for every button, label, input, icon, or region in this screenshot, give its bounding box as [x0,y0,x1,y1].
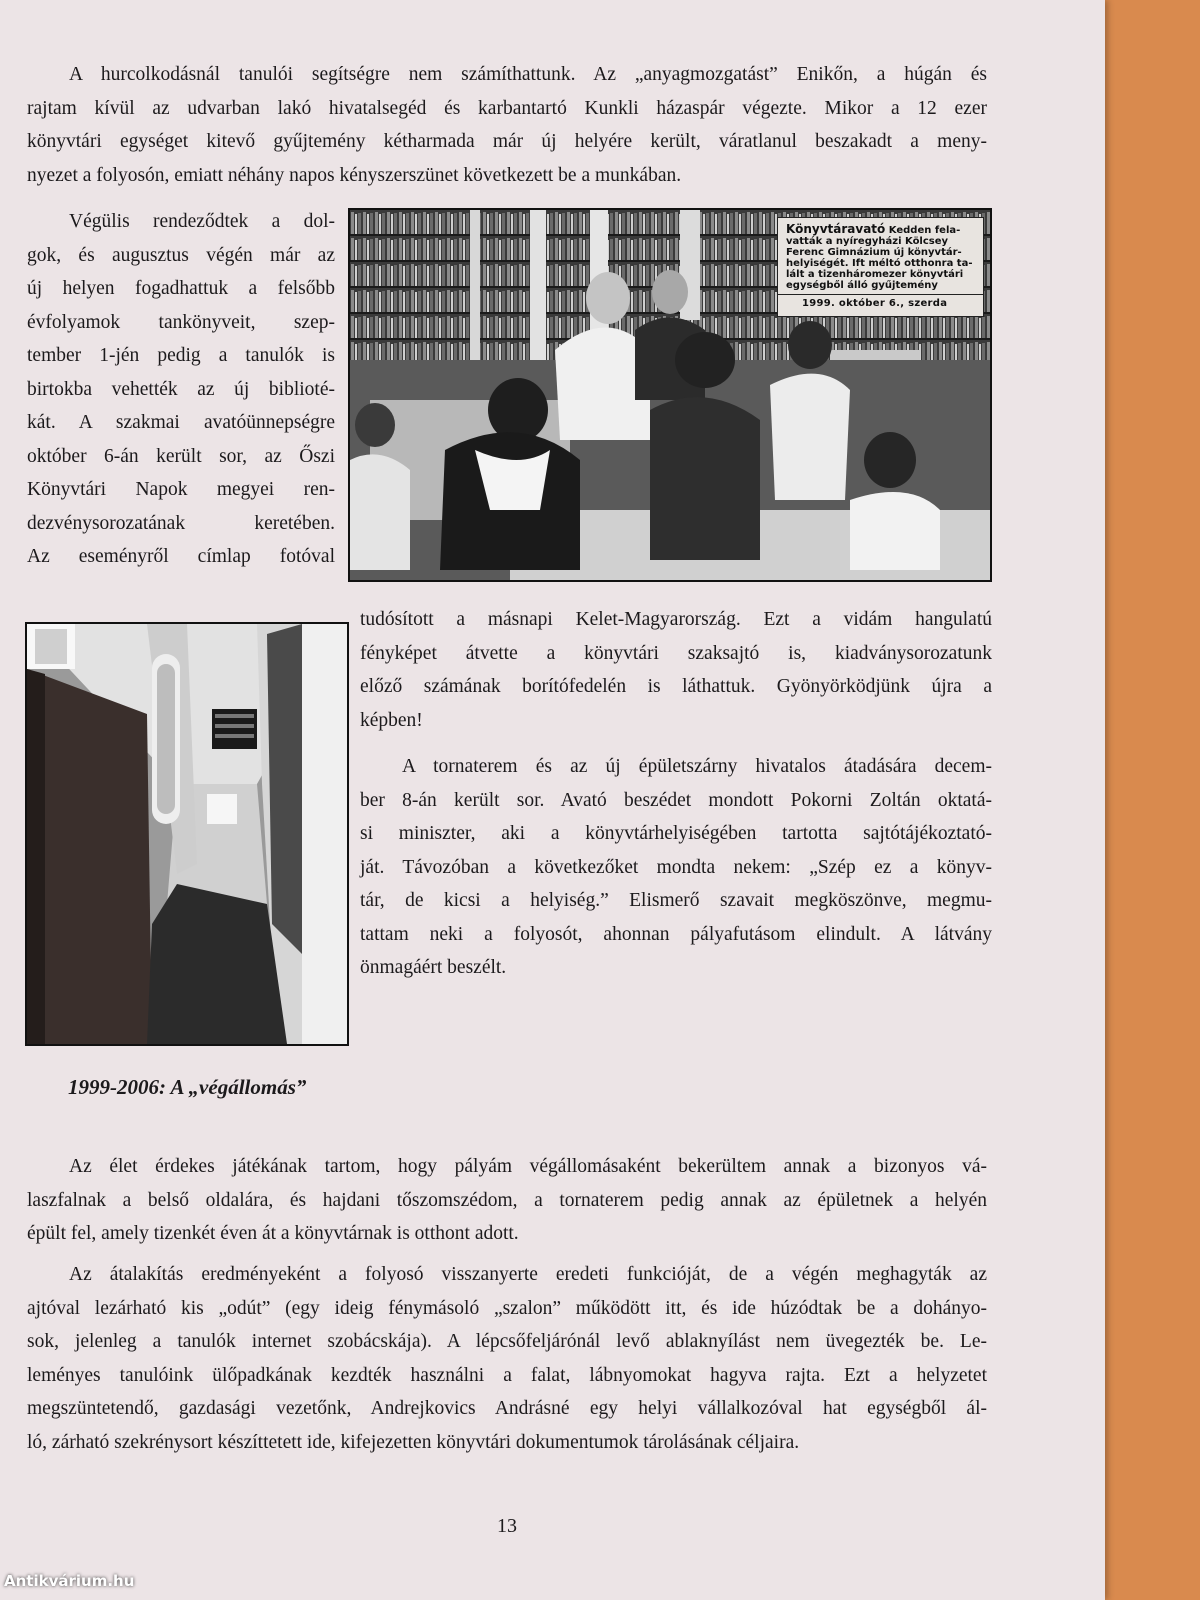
text-line: tár, de kicsi a helyiség.” Elismerő szavait megköszönve, megmu- [360,890,992,911]
text-line: Az eseményről címlap fotóval [27,546,335,567]
text-line: dezvénysorozatának keretében. [27,512,335,534]
text-line: sok, jelenleg a tanulók internet szobácskája). A lépcsőfeljárónál levő ablaknyílást nem üvegezték be. Le- [27,1331,987,1352]
text-line: kát. A szakmai avatóünnepségre [27,412,335,433]
text-line: fényképet átvette a könyvtári szaksajtó is, kiadványsorozatunk [360,642,992,664]
text-line: A hurcolkodásnál tanulói segítségre nem számíthattunk. Az „anyagmozgatást” Enikőn, a húgán és [69,64,987,85]
clipping-text: Ferenc Gimnázium új könyvtár- [786,247,962,258]
text-line: önmagáért beszélt. [360,957,507,978]
text-line: ját. Távozóban a következőket mondta nekem: „Szép ez a könyv- [360,856,992,878]
paragraph-inauguration [27,205,335,574]
corridor-photo [25,622,349,1046]
watermark-logo: Antikvárium.hu [4,1572,135,1590]
text-line: képben! [360,709,423,731]
text-line: Az élet érdekes játékának tartom, hogy pályám végállomásaként bekerültem annak a bizonyos vá- [69,1156,987,1177]
text-line: évfolyamok tankönyveit, szep- [27,311,335,333]
clipping-text: helyiségét. Ift méltó otthonra ta- [786,258,973,269]
text-line: nyezet a folyosón, emiatt néhány napos kényszerszünet következett be a munkában. [27,164,682,186]
text-line: új helyen fogadhattuk a felsőbb [27,278,335,299]
paragraph-final-station [27,1150,987,1251]
text-line: tattam neki a folyosót, ahonnan pályafutásom elindult. A látvány [360,923,992,945]
text-line: Az átalakítás eredményeként a folyosó visszanyerte eredeti funkcióját, de a végén meghagyták az [69,1264,987,1285]
clipping-text: egységből álló gyűjtemény [786,280,938,291]
text-line: leményes tanulóink ülőpadkának kezdték használni a falat, lábnyomokat hagyva rajta. Ezt a helyzetet [27,1364,987,1386]
text-line: október 6-án került sor, az Őszi [27,445,335,467]
clipping-text: vatták a nyíregyházi Kölcsey [786,236,949,247]
text-line: előző számának borítófedelén is láthattuk. Gyönyörködjünk újra a [360,676,992,697]
text-line: si miniszter, aki a könyvtárhelyiségében tartotta sajtótájékoztató- [360,823,992,844]
clipping-divider [778,294,983,295]
clipping-text: Kedden fela- [888,225,961,236]
text-line: tudósított a másnapi Kelet-Magyarország. Ezt a vidám hangulatú [360,609,992,630]
paragraph-moving [27,58,987,192]
text-line: birtokba vehették az új biblioté- [27,378,335,400]
text-line: rajtam kívül az udvarban lakó hivatalsegéd és karbantartó Kunkli házaspár végezte. Mikor a 12 ezer [27,97,987,119]
newspaper-clipping [777,217,984,317]
library-opening-photo [348,208,992,582]
text-line: gok, és augusztus végén már az [27,244,335,266]
text-line: megszüntetendő, gazdasági vezetőnk, Andrejkovics Andrásné egy helyi vállalkozóval hat egységből ál- [27,1398,987,1419]
text-line: Könyvtári Napok megyei ren- [27,479,335,500]
corridor-scene-image [27,624,347,1044]
text-line: tember 1-jén pedig a tanulók is [27,345,335,366]
clipping-date: 1999. október 6., szerda [802,298,948,309]
paragraph-renovation [27,1258,987,1459]
text-line: ló, zárható szekrénysort készíttetett ide, kifejezetten könyvtári dokumentumok tárolásának céljaira. [27,1431,800,1453]
text-line: laszfalnak a belső oldalára, és hajdani tőszomszédom, a tornaterem pedig annak az épületnek a helyén [27,1189,987,1211]
text-line: épült fel, amely tizenkét éven át a könyvtárnak is otthont adott. [27,1223,519,1244]
clipping-text: lált a tizenháromezer könyvtári [786,269,964,280]
paragraph-newspaper [360,603,992,737]
text-line: ber 8-án került sor. Avató beszédet mondott Pokorni Zoltán oktatá- [360,789,992,811]
clipping-title: Könyvtáravató [786,222,886,236]
text-line: ajtóval lezárható kis „odút” (egy ideig fénymásoló „szalon” működött itt, és ide húzódtak be a dohányo- [27,1297,987,1319]
text-line: Végülis rendeződtek a dol- [69,211,335,232]
section-heading: 1999-2006: A „végállomás” [68,1075,307,1099]
text-line: könyvtári egységet kitevő gyűjtemény kétharmada már új helyére került, váratlanul beszakadt a meny- [27,131,987,152]
paragraph-gym-handover [360,750,992,985]
page-number: 13 [497,1515,517,1537]
text-line: A tornaterem és az új épületszárny hivatalos átadására decem- [402,756,992,777]
